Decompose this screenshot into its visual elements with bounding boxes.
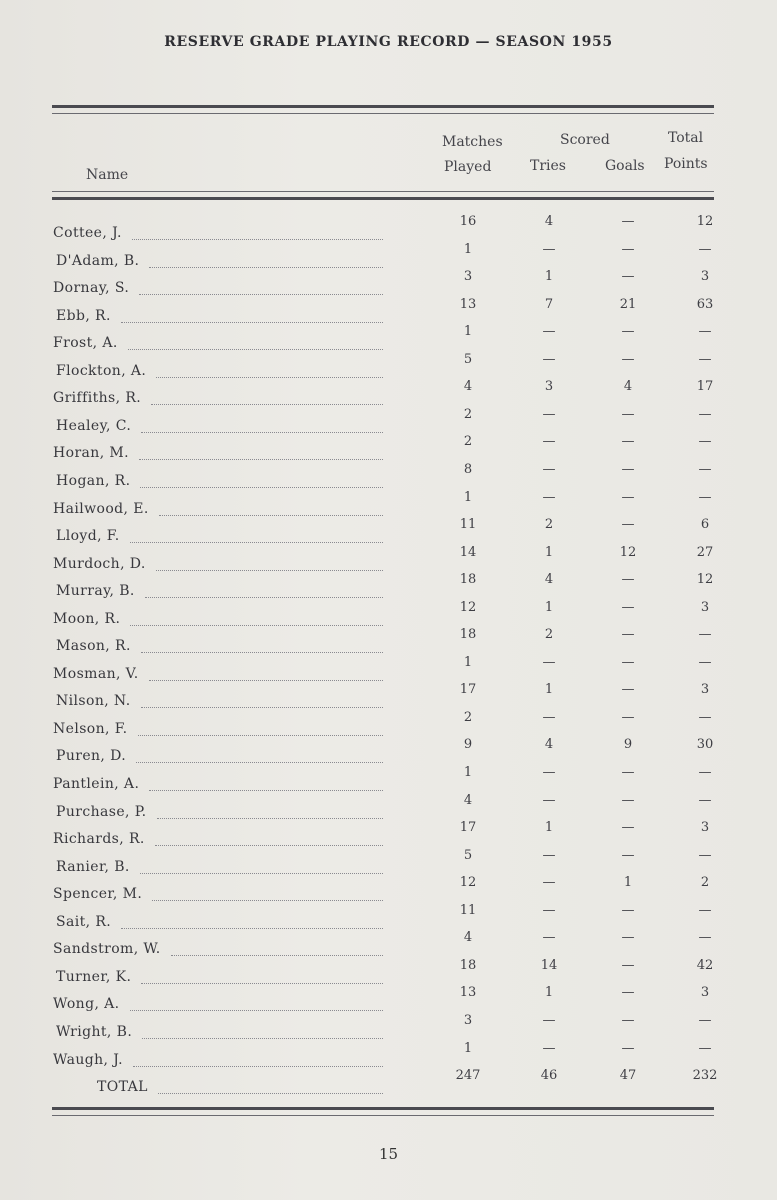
goals-cell: —	[621, 242, 635, 257]
tries-cell: —	[542, 1041, 556, 1056]
goals-cell: —	[621, 848, 635, 863]
goals-cell: —	[621, 710, 635, 725]
total-points-cell: —	[698, 242, 712, 257]
matches-played-cell: 1	[463, 490, 473, 505]
tries-cell: —	[542, 655, 556, 670]
matches-played-cell: 12	[459, 875, 477, 890]
player-row	[0, 1013, 777, 1050]
matches-played-cell: 17	[459, 820, 477, 835]
leader-dots	[141, 432, 383, 433]
player-row	[0, 572, 777, 609]
total-points-cell: 6	[700, 517, 710, 532]
player-row	[0, 297, 777, 334]
matches-played-cell: 13	[459, 297, 477, 312]
goals-cell: 21	[619, 297, 637, 312]
goals-cell: —	[621, 352, 635, 367]
goals-cell: —	[621, 572, 635, 587]
tries-cell: —	[542, 903, 556, 918]
player-name: Spencer, M.	[53, 886, 143, 902]
player-row	[0, 848, 777, 885]
player-name: Puren, D.	[56, 748, 127, 764]
leader-dots	[145, 597, 383, 598]
tries-cell: 46	[540, 1068, 558, 1083]
matches-played-cell: 1	[463, 242, 473, 257]
total-row	[0, 1068, 777, 1105]
matches-played-cell: 247	[455, 1068, 481, 1083]
tries-cell: 3	[544, 379, 554, 394]
player-name: Hogan, R.	[56, 473, 131, 489]
tries-cell: —	[542, 352, 556, 367]
matches-played-cell: 8	[463, 462, 473, 477]
leader-dots	[155, 845, 383, 846]
player-row	[0, 958, 777, 995]
total-points-cell: —	[698, 407, 712, 422]
total-points-cell: 17	[696, 379, 714, 394]
header-scored: Scored	[560, 132, 610, 148]
header-goals: Goals	[605, 158, 645, 174]
matches-played-cell: 1	[463, 1041, 473, 1056]
matches-played-cell: 13	[459, 985, 477, 1000]
total-points-cell: —	[698, 765, 712, 780]
player-name: Ranier, B.	[56, 859, 130, 875]
total-points-cell: 2	[700, 875, 710, 890]
total-points-cell: 3	[700, 600, 710, 615]
goals-cell: —	[621, 985, 635, 1000]
player-name: Nelson, F.	[53, 721, 128, 737]
player-row	[0, 820, 777, 857]
player-row	[0, 793, 777, 830]
player-name: Pantlein, A.	[53, 776, 140, 792]
goals-cell: —	[621, 765, 635, 780]
header-top-rule-thin	[52, 113, 714, 114]
leader-dots	[136, 762, 383, 763]
tries-cell: 2	[544, 627, 554, 642]
total-points-cell: 12	[696, 572, 714, 587]
matches-played-cell: 14	[459, 545, 477, 560]
player-name: Moon, R.	[53, 611, 121, 627]
total-points-cell: 30	[696, 737, 714, 752]
total-points-cell: 3	[700, 985, 710, 1000]
player-row	[0, 379, 777, 416]
total-points-cell: —	[698, 848, 712, 863]
player-name: Turner, K.	[56, 969, 132, 985]
player-name: Murray, B.	[56, 583, 135, 599]
tries-cell: 2	[544, 517, 554, 532]
goals-cell: 47	[619, 1068, 637, 1083]
tries-cell: —	[542, 875, 556, 890]
goals-cell: —	[621, 324, 635, 339]
goals-cell: —	[621, 1013, 635, 1028]
goals-cell: —	[621, 214, 635, 229]
tries-cell: 1	[544, 600, 554, 615]
leader-dots	[159, 515, 383, 516]
player-name: Sait, R.	[56, 914, 112, 930]
total-points-cell: 63	[696, 297, 714, 312]
total-points-cell: —	[698, 1041, 712, 1056]
player-name: Cottee, J.	[53, 225, 122, 241]
player-name: Nilson, N.	[56, 693, 131, 709]
goals-cell: —	[621, 930, 635, 945]
matches-played-cell: 2	[463, 710, 473, 725]
total-points-cell: 3	[700, 269, 710, 284]
goals-cell: —	[621, 682, 635, 697]
tries-cell: —	[542, 242, 556, 257]
player-row	[0, 765, 777, 802]
player-name: Richards, R.	[53, 831, 145, 847]
player-row	[0, 324, 777, 361]
leader-dots	[140, 873, 383, 874]
total-points-cell: —	[698, 793, 712, 808]
header-bottom-rule	[52, 197, 714, 200]
player-row	[0, 214, 777, 251]
player-name: Mosman, V.	[53, 666, 139, 682]
matches-played-cell: 18	[459, 572, 477, 587]
leader-dots	[139, 294, 383, 295]
leader-dots	[130, 1010, 383, 1011]
footer-rule-thin	[52, 1115, 714, 1116]
player-name: Wright, B.	[56, 1024, 133, 1040]
total-points-cell: 27	[696, 545, 714, 560]
player-row	[0, 407, 777, 444]
matches-played-cell: 18	[459, 627, 477, 642]
leader-dots	[151, 404, 383, 405]
player-row	[0, 434, 777, 471]
player-name: Griffiths, R.	[53, 390, 142, 406]
page-number: 15	[378, 1145, 399, 1163]
player-row	[0, 737, 777, 774]
player-row	[0, 545, 777, 582]
header-bottom-rule-thin	[52, 191, 714, 192]
leader-dots	[149, 680, 383, 681]
goals-cell: —	[621, 655, 635, 670]
player-row	[0, 517, 777, 554]
total-points-cell: —	[698, 462, 712, 477]
matches-played-cell: 3	[463, 269, 473, 284]
total-points-cell: —	[698, 710, 712, 725]
tries-cell: 1	[544, 820, 554, 835]
tries-cell: 4	[544, 214, 554, 229]
leader-dots	[142, 1038, 383, 1039]
matches-played-cell: 2	[463, 434, 473, 449]
goals-cell: —	[621, 627, 635, 642]
leader-dots	[130, 625, 383, 626]
matches-played-cell: 17	[459, 682, 477, 697]
tries-cell: 4	[544, 572, 554, 587]
header-matches: Matches	[442, 134, 503, 150]
goals-cell: —	[621, 793, 635, 808]
player-row	[0, 352, 777, 389]
leader-dots	[138, 735, 383, 736]
player-name: Waugh, J.	[53, 1052, 123, 1068]
tries-cell: —	[542, 848, 556, 863]
player-row	[0, 682, 777, 719]
player-row	[0, 269, 777, 306]
player-row	[0, 930, 777, 967]
matches-played-cell: 12	[459, 600, 477, 615]
tries-cell: —	[542, 930, 556, 945]
player-row	[0, 627, 777, 664]
goals-cell: —	[621, 517, 635, 532]
matches-played-cell: 5	[463, 848, 473, 863]
total-points-cell: —	[698, 352, 712, 367]
footer-rule	[52, 1107, 714, 1110]
goals-cell: —	[621, 958, 635, 973]
player-name: Sandstrom, W.	[53, 941, 161, 957]
header-name: Name	[86, 167, 129, 183]
tries-cell: —	[542, 407, 556, 422]
total-points-cell: —	[698, 1013, 712, 1028]
player-row	[0, 462, 777, 499]
total-points-cell: —	[698, 903, 712, 918]
leader-dots	[121, 322, 383, 323]
tries-cell: 1	[544, 682, 554, 697]
header-top-rule	[52, 105, 714, 108]
matches-played-cell: 1	[463, 765, 473, 780]
player-name: Ebb, R.	[56, 308, 111, 324]
total-points-cell: —	[698, 930, 712, 945]
tries-cell: 1	[544, 985, 554, 1000]
tries-cell: —	[542, 793, 556, 808]
matches-played-cell: 4	[463, 930, 473, 945]
matches-played-cell: 11	[459, 903, 477, 918]
header-played: Played	[444, 159, 492, 175]
leader-dots	[149, 267, 383, 268]
goals-cell: 1	[623, 875, 633, 890]
tries-cell: —	[542, 710, 556, 725]
matches-played-cell: 2	[463, 407, 473, 422]
player-name: Frost, A.	[53, 335, 118, 351]
player-name: Purchase, P.	[56, 804, 147, 820]
goals-cell: —	[621, 407, 635, 422]
header-points: Points	[664, 156, 708, 172]
leader-dots	[139, 459, 383, 460]
player-name: Wong, A.	[53, 996, 120, 1012]
player-row	[0, 242, 777, 279]
matches-played-cell: 9	[463, 737, 473, 752]
total-points-cell: 12	[696, 214, 714, 229]
player-name: Flockton, A.	[56, 363, 147, 379]
leader-dots	[156, 570, 383, 571]
matches-played-cell: 1	[463, 655, 473, 670]
total-points-cell: —	[698, 434, 712, 449]
matches-played-cell: 4	[463, 793, 473, 808]
goals-cell: —	[621, 600, 635, 615]
goals-cell: 4	[623, 379, 633, 394]
header-total: Total	[668, 130, 704, 146]
goals-cell: —	[621, 269, 635, 284]
total-points-cell: —	[698, 324, 712, 339]
player-name: Murdoch, D.	[53, 556, 146, 572]
total-points-cell: —	[698, 627, 712, 642]
leader-dots	[158, 1093, 383, 1094]
leader-dots	[121, 928, 383, 929]
player-row	[0, 710, 777, 747]
matches-played-cell: 16	[459, 214, 477, 229]
player-name: Horan, M.	[53, 445, 129, 461]
matches-played-cell: 1	[463, 324, 473, 339]
player-row	[0, 490, 777, 527]
page-title: RESERVE GRADE PLAYING RECORD — SEASON 1955	[164, 34, 613, 50]
leader-dots	[141, 652, 383, 653]
player-name: D'Adam, B.	[56, 253, 140, 269]
leader-dots	[133, 1066, 383, 1067]
player-name: Hailwood, E.	[53, 501, 149, 517]
tries-cell: —	[542, 324, 556, 339]
tries-cell: 4	[544, 737, 554, 752]
goals-cell: —	[621, 490, 635, 505]
player-row	[0, 655, 777, 692]
tries-cell: 1	[544, 545, 554, 560]
matches-played-cell: 18	[459, 958, 477, 973]
goals-cell: —	[621, 820, 635, 835]
leader-dots	[149, 790, 383, 791]
player-row	[0, 875, 777, 912]
leader-dots	[140, 487, 383, 488]
tries-cell: —	[542, 1013, 556, 1028]
goals-cell: 12	[619, 545, 637, 560]
leader-dots	[171, 955, 383, 956]
tries-cell: 1	[544, 269, 554, 284]
player-row	[0, 903, 777, 940]
matches-played-cell: 3	[463, 1013, 473, 1028]
tries-cell: —	[542, 490, 556, 505]
matches-played-cell: 4	[463, 379, 473, 394]
matches-played-cell: 11	[459, 517, 477, 532]
goals-cell: —	[621, 462, 635, 477]
goals-cell: —	[621, 1041, 635, 1056]
matches-played-cell: 5	[463, 352, 473, 367]
goals-cell: 9	[623, 737, 633, 752]
leader-dots	[141, 983, 383, 984]
tries-cell: 14	[540, 958, 558, 973]
leader-dots	[157, 818, 383, 819]
player-name: Lloyd, F.	[56, 528, 120, 544]
player-row	[0, 1041, 777, 1078]
tries-cell: —	[542, 434, 556, 449]
total-points-cell: —	[698, 655, 712, 670]
total-points-cell: 42	[696, 958, 714, 973]
total-points-cell: 3	[700, 820, 710, 835]
total-points-cell: 3	[700, 682, 710, 697]
goals-cell: —	[621, 434, 635, 449]
leader-dots	[141, 707, 383, 708]
tries-cell: —	[542, 765, 556, 780]
leader-dots	[156, 377, 383, 378]
player-row	[0, 985, 777, 1022]
leader-dots	[130, 542, 383, 543]
total-points-cell: —	[698, 490, 712, 505]
player-name: Dornay, S.	[53, 280, 130, 296]
total-label: TOTAL	[97, 1079, 148, 1095]
total-points-cell: 232	[692, 1068, 718, 1083]
leader-dots	[132, 239, 383, 240]
goals-cell: —	[621, 903, 635, 918]
player-name: Healey, C.	[56, 418, 132, 434]
tries-cell: —	[542, 462, 556, 477]
player-name: Mason, R.	[56, 638, 131, 654]
player-row	[0, 600, 777, 637]
leader-dots	[128, 349, 383, 350]
tries-cell: 7	[544, 297, 554, 312]
leader-dots	[152, 900, 383, 901]
header-tries: Tries	[530, 158, 566, 174]
